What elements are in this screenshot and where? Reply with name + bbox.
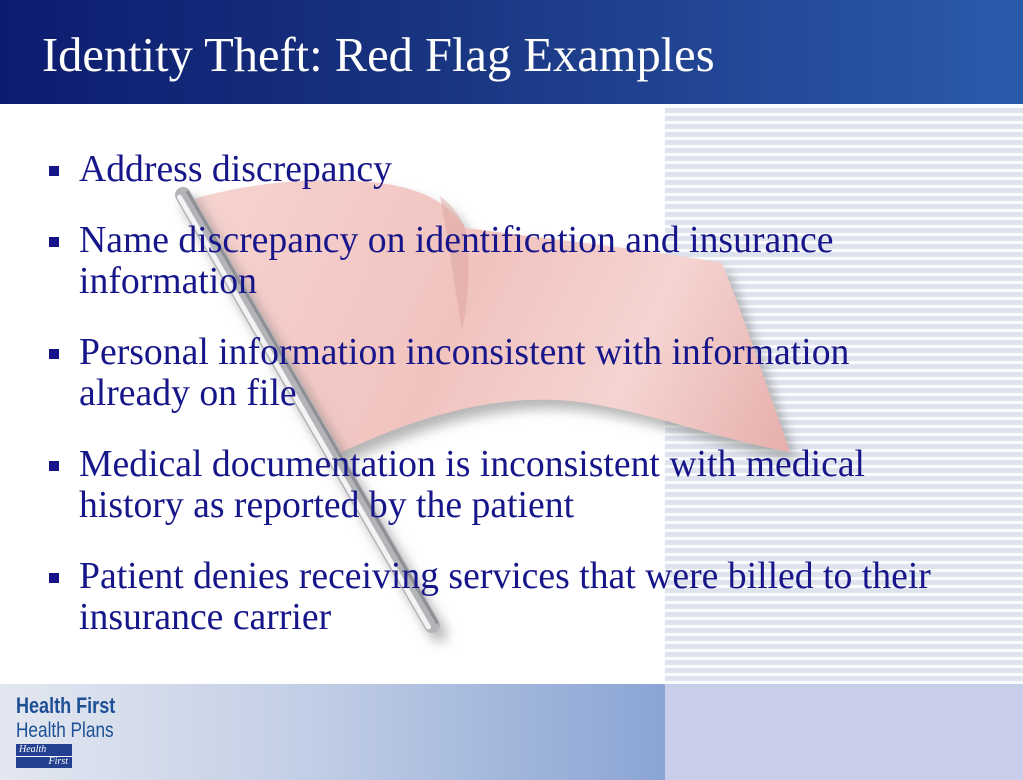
bullet-text-line: history as reported by the patient: [79, 484, 575, 526]
square-bullet-icon: [49, 349, 59, 359]
brand-name: Health First: [16, 693, 116, 718]
bullet-text-line: Patient denies receiving services that were billed to their: [79, 555, 931, 597]
bullet-list: [0, 149, 931, 668]
bullet-text-line: information: [79, 260, 257, 302]
square-bullet-icon: [49, 237, 59, 247]
bullet-item: [0, 444, 931, 526]
bullet-item: [0, 556, 931, 638]
square-bullet-icon: [49, 166, 59, 176]
bullet-text-line: Medical documentation is inconsistent with medical: [79, 443, 866, 485]
brand-subtitle: Health Plans: [16, 719, 114, 742]
bullet-item: [0, 332, 931, 414]
bullet-text-line: Address discrepancy: [79, 148, 392, 190]
square-bullet-icon: [49, 461, 59, 471]
bullet-text-line: already on file: [79, 372, 297, 414]
bullet-item: [0, 220, 931, 302]
square-bullet-icon: [49, 573, 59, 583]
slide-title: Identity Theft: Red Flag Examples: [42, 29, 715, 82]
footer: [0, 684, 1023, 780]
brand-logo: [16, 744, 72, 768]
bullet-item: [0, 149, 931, 190]
title-bar: [0, 0, 1023, 104]
logo-text-top: Health: [19, 744, 47, 755]
bullet-text-line: insurance carrier: [79, 596, 332, 638]
bullet-text-line: Name discrepancy on identification and insurance: [79, 219, 834, 261]
logo-text-bottom: First: [48, 756, 68, 767]
footer-side-panel: [665, 684, 1023, 780]
bullet-text-line: Personal information inconsistent with information: [79, 331, 850, 373]
